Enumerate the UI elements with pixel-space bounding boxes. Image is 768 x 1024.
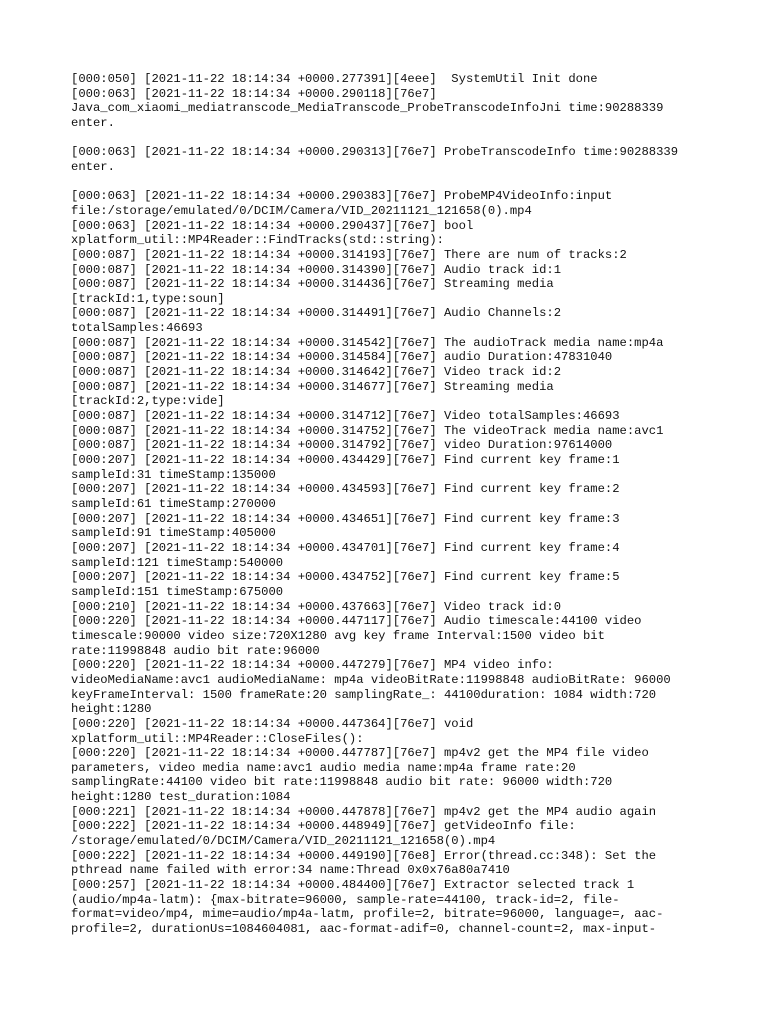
log-line [71,175,711,190]
log-line: [000:087] [2021-11-22 18:14:34 +0000.314752][76e7] The videoTrack media name:avc1 [71,423,664,438]
log-line: totalSamples:46693 [71,321,203,336]
log-line: [000:207] [2021-11-22 18:14:34 +0000.434651][76e7] Find current key frame:3 [71,511,620,526]
log-line: sampleId:91 timeStamp:405000 [71,526,276,541]
log-line: [000:210] [2021-11-22 18:14:34 +0000.437663][76e7] Video track id:0 [71,599,562,614]
log-line: sampleId:31 timeStamp:135000 [71,467,276,482]
log-line: [000:087] [2021-11-22 18:14:34 +0000.314390][76e7] Audio track id:1 [71,262,562,277]
log-line: height:1280 test_duration:1084 [71,790,291,805]
log-line: [trackId:2,type:vide] [71,394,225,409]
log-line: [000:207] [2021-11-22 18:14:34 +0000.434701][76e7] Find current key frame:4 [71,540,620,555]
log-line: [000:220] [2021-11-22 18:14:34 +0000.447364][76e7] void [71,716,474,731]
log-line: [000:207] [2021-11-22 18:14:34 +0000.434429][76e7] Find current key frame:1 [71,453,620,468]
log-line: timescale:90000 video size:720X1280 avg key frame Interval:1500 video bit [71,628,605,643]
log-line: [000:087] [2021-11-22 18:14:34 +0000.314642][76e7] Video track id:2 [71,365,562,380]
log-line: profile=2, durationUs=1084604081, aac-format-adif=0, channel-count=2, max-input- [71,922,657,937]
log-line: [000:257] [2021-11-22 18:14:34 +0000.484400][76e7] Extractor selected track 1 [71,878,635,893]
log-line: sampleId:121 timeStamp:540000 [71,555,284,570]
log-line: [000:087] [2021-11-22 18:14:34 +0000.314542][76e7] The audioTrack media name:mp4a [71,335,664,350]
log-line: [000:063] [2021-11-22 18:14:34 +0000.290118][76e7] [71,86,437,101]
log-line: [000:087] [2021-11-22 18:14:34 +0000.314677][76e7] Streaming media [71,379,554,394]
log-document [71,72,711,937]
log-line: format=video/mp4, mime=audio/mp4a-latm, profile=2, bitrate=96000, language=, aac- [71,907,664,922]
log-line: [000:220] [2021-11-22 18:14:34 +0000.447117][76e7] Audio timescale:44100 video [71,614,642,629]
log-line: videoMediaName:avc1 audioMediaName: mp4a videoBitRate:11998848 audioBitRate: 96000 [71,672,671,687]
log-line: sampleId:61 timeStamp:270000 [71,497,276,511]
log-line: keyFrameInterval: 1500 frameRate:20 samplingRate_: 44100duration: 1084 width:720 [71,687,657,702]
log-line: parameters, video media name:avc1 audio media name:mp4a frame rate:20 [71,760,576,775]
log-line: [000:221] [2021-11-22 18:14:34 +0000.447878][76e7] mp4v2 get the MP4 audio again [71,804,657,819]
log-line: (audio/mp4a-latm): {max-bitrate=96000, sample-rate=44100, track-id=2, file- [71,892,620,907]
log-line: [000:207] [2021-11-22 18:14:34 +0000.434752][76e7] Find current key frame:5 [71,570,620,585]
log-line: file:/storage/emulated/0/DCIM/Camera/VID_20211121_121658(0).mp4 [71,203,532,218]
log-line: sampleId:151 timeStamp:675000 [71,584,284,599]
log-line: rate:11998848 audio bit rate:96000 [71,643,320,658]
log-line: [000:063] [2021-11-22 18:14:34 +0000.290313][76e7] ProbeTranscodeInfo time:90288339 [71,145,679,160]
log-line: [000:222] [2021-11-22 18:14:34 +0000.448949][76e7] getVideoInfo file: [71,819,576,834]
log-line: [trackId:1,type:soun] [71,291,225,306]
log-line: [000:220] [2021-11-22 18:14:34 +0000.447279][76e7] MP4 video info: [71,658,554,673]
log-line: /storage/emulated/0/DCIM/Camera/VID_20211121_121658(0).mp4 [71,834,496,849]
log-line: [000:207] [2021-11-22 18:14:34 +0000.434593][76e7] Find current key frame:2 [71,482,620,497]
log-line: [000:087] [2021-11-22 18:14:34 +0000.314584][76e7] audio Duration:47831040 [71,350,613,365]
log-line: enter. [71,159,115,174]
log-line: [000:087] [2021-11-22 18:14:34 +0000.314712][76e7] Video totalSamples:46693 [71,409,620,424]
log-line: [000:050] [2021-11-22 18:14:34 +0000.277391][4eee] SystemUtil Init done [71,72,598,86]
log-line: [000:063] [2021-11-22 18:14:34 +0000.290383][76e7] ProbeMP4VideoInfo:input [71,189,613,204]
log-line: pthread name failed with error:34 name:Thread 0x0x76a80a7410 [71,863,510,878]
log-line: [000:063] [2021-11-22 18:14:34 +0000.290437][76e7] bool [71,218,474,233]
log-line: samplingRate:44100 video bit rate:11998848 audio bit rate: 96000 width:720 [71,775,613,790]
log-line: height:1280 [71,702,152,717]
log-line: [000:087] [2021-11-22 18:14:34 +0000.314792][76e7] video Duration:97614000 [71,438,613,453]
log-line: [000:087] [2021-11-22 18:14:34 +0000.314193][76e7] There are num of tracks:2 [71,247,627,262]
log-line [71,131,711,146]
log-line: xplatform_util::MP4Reader::FindTracks(std::string): [71,233,444,248]
log-line: enter. [71,115,115,130]
log-line: [000:220] [2021-11-22 18:14:34 +0000.447787][76e7] mp4v2 get the MP4 file video [71,746,649,761]
log-line: Java_com_xiaomi_mediatranscode_MediaTranscode_ProbeTranscodeInfoJni time:90288339 [71,101,664,116]
log-line: [000:222] [2021-11-22 18:14:34 +0000.449190][76e8] Error(thread.cc:348): Set the [71,848,657,863]
log-line: [000:087] [2021-11-22 18:14:34 +0000.314491][76e7] Audio Channels:2 [71,306,562,321]
log-line: xplatform_util::MP4Reader::CloseFiles(): [71,731,364,746]
log-line: [000:087] [2021-11-22 18:14:34 +0000.314436][76e7] Streaming media [71,277,554,292]
